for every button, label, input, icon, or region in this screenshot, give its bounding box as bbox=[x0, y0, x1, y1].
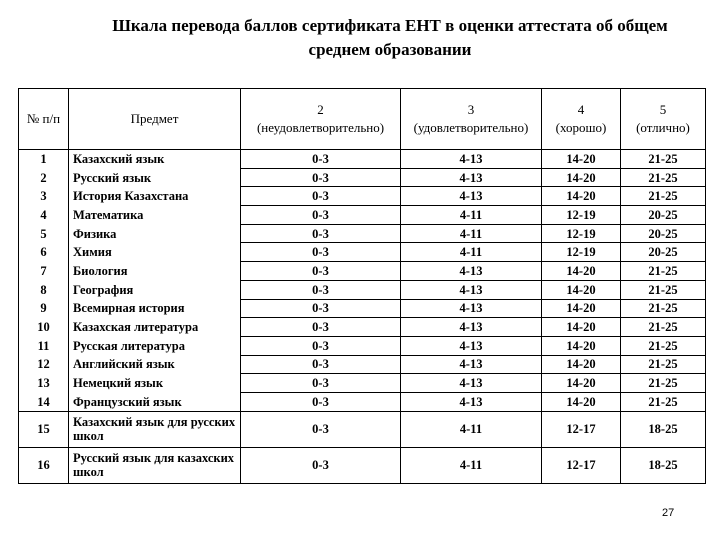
score-range-grade-3: 4-11 bbox=[401, 206, 542, 225]
subject-name: Казахский язык для русских школ bbox=[69, 411, 241, 447]
row-number: 12 bbox=[19, 355, 69, 374]
score-range-grade-5: 21-25 bbox=[621, 336, 706, 355]
subject-name: Казахская литература bbox=[69, 318, 241, 337]
grade-5-value: 5 bbox=[659, 102, 667, 117]
score-range-grade-4: 14-20 bbox=[542, 150, 621, 169]
table-row bbox=[19, 262, 706, 281]
score-range-grade-2: 0-3 bbox=[241, 355, 401, 374]
score-range-grade-3: 4-11 bbox=[401, 224, 542, 243]
table-row bbox=[19, 206, 706, 225]
table-row bbox=[19, 243, 706, 262]
score-range-grade-4: 14-20 bbox=[542, 336, 621, 355]
score-range-grade-4: 12-17 bbox=[542, 411, 621, 447]
score-range-grade-4: 12-19 bbox=[542, 224, 621, 243]
row-number: 9 bbox=[19, 299, 69, 318]
score-range-grade-3: 4-11 bbox=[401, 411, 542, 447]
score-range-grade-4: 12-17 bbox=[542, 447, 621, 483]
header-grade-5 bbox=[621, 89, 706, 150]
table-row bbox=[19, 411, 706, 447]
score-range-grade-2: 0-3 bbox=[241, 168, 401, 187]
score-range-grade-4: 14-20 bbox=[542, 262, 621, 281]
subject-name: Химия bbox=[69, 243, 241, 262]
score-range-grade-2: 0-3 bbox=[241, 206, 401, 225]
row-number: 15 bbox=[19, 411, 69, 447]
score-range-grade-4: 14-20 bbox=[542, 187, 621, 206]
score-range-grade-3: 4-11 bbox=[401, 243, 542, 262]
grade-5-label: (отлично) bbox=[636, 120, 690, 135]
table-row bbox=[19, 318, 706, 337]
subject-name: Французский язык bbox=[69, 392, 241, 411]
table-row bbox=[19, 280, 706, 299]
score-range-grade-3: 4-13 bbox=[401, 280, 542, 299]
score-range-grade-3: 4-13 bbox=[401, 262, 542, 281]
score-range-grade-4: 14-20 bbox=[542, 318, 621, 337]
score-range-grade-2: 0-3 bbox=[241, 299, 401, 318]
score-range-grade-2: 0-3 bbox=[241, 447, 401, 483]
row-number: 6 bbox=[19, 243, 69, 262]
row-number: 8 bbox=[19, 280, 69, 299]
score-range-grade-2: 0-3 bbox=[241, 392, 401, 411]
grade-4-label: (хорошо) bbox=[555, 120, 607, 135]
score-range-grade-2: 0-3 bbox=[241, 336, 401, 355]
grade-2-label: (неудовлетворительно) bbox=[256, 120, 385, 135]
subject-name: Математика bbox=[69, 206, 241, 225]
row-number: 11 bbox=[19, 336, 69, 355]
subject-name: Русская литература bbox=[69, 336, 241, 355]
score-range-grade-2: 0-3 bbox=[241, 374, 401, 393]
table-row bbox=[19, 224, 706, 243]
score-range-grade-3: 4-11 bbox=[401, 447, 542, 483]
table-row bbox=[19, 392, 706, 411]
row-number: 14 bbox=[19, 392, 69, 411]
grade-2-value: 2 bbox=[317, 102, 324, 117]
table-row bbox=[19, 299, 706, 318]
score-range-grade-5: 21-25 bbox=[621, 374, 706, 393]
score-range-grade-4: 14-20 bbox=[542, 168, 621, 187]
table-row bbox=[19, 150, 706, 169]
table-row bbox=[19, 355, 706, 374]
table-row bbox=[19, 374, 706, 393]
score-range-grade-5: 21-25 bbox=[621, 318, 706, 337]
grade-4-value: 4 bbox=[577, 102, 585, 117]
score-range-grade-4: 14-20 bbox=[542, 392, 621, 411]
header-grade-3 bbox=[401, 89, 542, 150]
subject-name: Биология bbox=[69, 262, 241, 281]
score-range-grade-4: 12-19 bbox=[542, 206, 621, 225]
row-number: 2 bbox=[19, 168, 69, 187]
score-range-grade-5: 21-25 bbox=[621, 280, 706, 299]
table-header-row bbox=[19, 89, 706, 150]
subject-name: Всемирная история bbox=[69, 299, 241, 318]
score-range-grade-5: 18-25 bbox=[621, 447, 706, 483]
table-row bbox=[19, 447, 706, 483]
score-range-grade-2: 0-3 bbox=[241, 262, 401, 281]
score-range-grade-5: 18-25 bbox=[621, 411, 706, 447]
score-range-grade-5: 20-25 bbox=[621, 224, 706, 243]
score-range-grade-5: 21-25 bbox=[621, 299, 706, 318]
page-title: Шкала перевода баллов сертификата ЕНТ в оценки аттестата об общем среднем образовании bbox=[112, 16, 668, 59]
row-number: 16 bbox=[19, 447, 69, 483]
page-number: 27 bbox=[662, 507, 675, 519]
subject-name: История Казахстана bbox=[69, 187, 241, 206]
subject-name: Английский язык bbox=[69, 355, 241, 374]
row-number: 10 bbox=[19, 318, 69, 337]
subject-name: Немецкий язык bbox=[69, 374, 241, 393]
score-range-grade-4: 14-20 bbox=[542, 374, 621, 393]
header-grade-4 bbox=[542, 89, 621, 150]
score-range-grade-5: 21-25 bbox=[621, 150, 706, 169]
score-range-grade-4: 14-20 bbox=[542, 299, 621, 318]
score-range-grade-3: 4-13 bbox=[401, 318, 542, 337]
score-range-grade-5: 20-25 bbox=[621, 206, 706, 225]
score-range-grade-3: 4-13 bbox=[401, 355, 542, 374]
table-row bbox=[19, 187, 706, 206]
grade-3-label: (удовлетворительно) bbox=[413, 120, 529, 135]
table-row bbox=[19, 168, 706, 187]
row-number: 1 bbox=[19, 150, 69, 169]
score-range-grade-2: 0-3 bbox=[241, 150, 401, 169]
row-number: 13 bbox=[19, 374, 69, 393]
row-number: 4 bbox=[19, 206, 69, 225]
table-row bbox=[19, 336, 706, 355]
header-subject: Предмет bbox=[69, 89, 241, 150]
row-number: 7 bbox=[19, 262, 69, 281]
subject-name: Казахский язык bbox=[69, 150, 241, 169]
score-range-grade-5: 21-25 bbox=[621, 355, 706, 374]
row-number: 3 bbox=[19, 187, 69, 206]
subject-name: География bbox=[69, 280, 241, 299]
header-grade-2 bbox=[241, 89, 401, 150]
score-range-grade-5: 21-25 bbox=[621, 262, 706, 281]
subject-name: Русский язык bbox=[69, 168, 241, 187]
score-range-grade-5: 20-25 bbox=[621, 243, 706, 262]
subject-name: Русский язык для казахских школ bbox=[69, 447, 241, 483]
score-range-grade-3: 4-13 bbox=[401, 336, 542, 355]
score-range-grade-2: 0-3 bbox=[241, 280, 401, 299]
score-range-grade-3: 4-13 bbox=[401, 392, 542, 411]
score-range-grade-3: 4-13 bbox=[401, 374, 542, 393]
score-range-grade-3: 4-13 bbox=[401, 168, 542, 187]
score-range-grade-4: 12-19 bbox=[542, 243, 621, 262]
grade-3-value: 3 bbox=[467, 102, 475, 117]
score-range-grade-5: 21-25 bbox=[621, 392, 706, 411]
row-number: 5 bbox=[19, 224, 69, 243]
subject-name: Физика bbox=[69, 224, 241, 243]
score-range-grade-3: 4-13 bbox=[401, 299, 542, 318]
score-range-grade-3: 4-13 bbox=[401, 187, 542, 206]
score-range-grade-3: 4-13 bbox=[401, 150, 542, 169]
score-range-grade-2: 0-3 bbox=[241, 224, 401, 243]
score-range-grade-2: 0-3 bbox=[241, 243, 401, 262]
score-range-grade-4: 14-20 bbox=[542, 280, 621, 299]
score-range-grade-4: 14-20 bbox=[542, 355, 621, 374]
header-num: № п/п bbox=[19, 89, 69, 150]
score-range-grade-5: 21-25 bbox=[621, 168, 706, 187]
grade-conversion-table bbox=[18, 88, 706, 484]
score-range-grade-2: 0-3 bbox=[241, 318, 401, 337]
score-range-grade-2: 0-3 bbox=[241, 187, 401, 206]
score-range-grade-2: 0-3 bbox=[241, 411, 401, 447]
score-range-grade-5: 21-25 bbox=[621, 187, 706, 206]
